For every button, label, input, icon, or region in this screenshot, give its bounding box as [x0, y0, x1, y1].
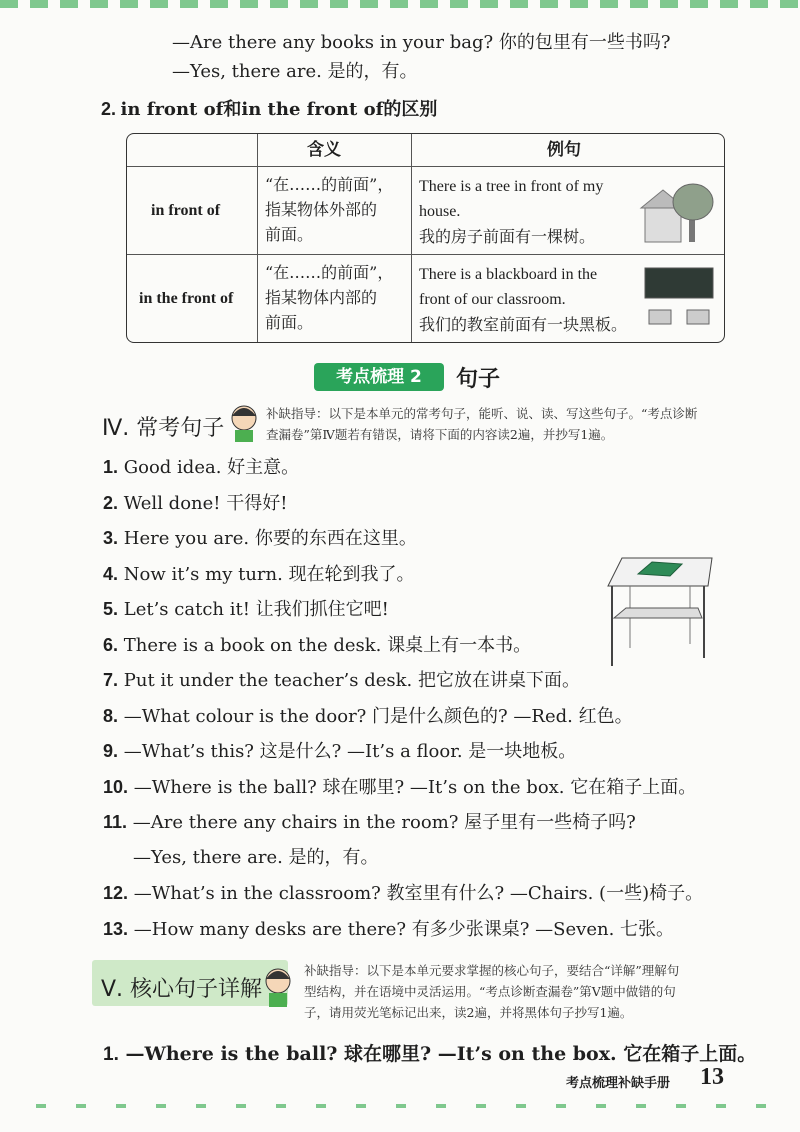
example-line: 我们的教室前面有一块黑板。 [419, 315, 628, 334]
item-text: Let’s catch it! 让我们抓住它吧! [123, 599, 389, 620]
meaning-line: 前面。 [265, 225, 314, 244]
meaning-line: 指某物体内部的 [265, 288, 378, 307]
note-line: 子，请用荧光笔标记出来，读2遍，并将黑体句子抄写1遍。 [304, 1005, 633, 1020]
item-text: —What colour is the door? 门是什么颜色的? —Red. 红色。 [123, 705, 633, 727]
item-text: —What’s in the classroom? 教室里有什么? —Chairs. (一些)椅子。 [133, 883, 704, 904]
item-text: Good idea. 好主意。 [123, 457, 300, 478]
note-line: 补缺指导：以下是本单元的常考句子，能听、说、读、写这些句子。“考点诊断 [266, 406, 698, 421]
sentence-list [103, 455, 703, 952]
item-number: 2. [103, 492, 119, 513]
table-divider [127, 166, 724, 167]
table-divider [127, 254, 724, 255]
meaning-line: 指某物体外部的 [265, 200, 378, 219]
meaning-line: “在……的前面”， [265, 175, 394, 194]
item-number: 3. [103, 528, 119, 548]
item-number: 8. [103, 705, 119, 726]
footer-label: 考点梳理补缺手册 [566, 1076, 671, 1091]
part5-title: Ⅴ. 核心句子详解 [101, 977, 263, 1002]
header-meaning: 含义 [307, 140, 341, 160]
table-row-term: in front of [151, 202, 221, 219]
item-number: 10. [103, 776, 129, 797]
item-number: 7. [103, 670, 119, 690]
example-line: There is a blackboard in the [419, 266, 598, 283]
list-item [103, 810, 703, 846]
list-item [103, 668, 703, 704]
section-tag-title: 句子 [456, 367, 501, 392]
part4-note [266, 403, 697, 445]
item-text: —How many desks are there? 有多少张课桌? —Seven. 七张。 [133, 918, 675, 940]
list-item [103, 739, 703, 775]
section-text: in front of和in the front of的区别 [120, 99, 438, 120]
bottom-decor-line [36, 1104, 766, 1108]
list-item [103, 775, 703, 811]
item-number: 1. [103, 457, 119, 477]
table-row-example [419, 174, 603, 249]
item-number: 12. [103, 883, 129, 903]
example-line: There is a tree in front of my [419, 178, 604, 195]
note-line: 型结构，并在语境中灵活运用。“考点诊断查漏卷”第Ⅴ题中做错的句 [304, 984, 676, 999]
table-row-meaning [265, 260, 393, 335]
item-number: 6. [103, 634, 119, 655]
item-text: Put it under the teacher’s desk. 把它放在讲桌下面。 [123, 670, 580, 691]
example-line: house. [419, 203, 461, 220]
page-number: 13 [700, 1064, 724, 1090]
item-number: 4. [103, 563, 119, 584]
list-item [103, 917, 703, 953]
item-text: There is a book on the desk. 课桌上有一本书。 [123, 634, 532, 656]
list-item [103, 881, 703, 917]
blackboard-illustration [641, 264, 717, 334]
note-line: 补缺指导：以下是本单元要求掌握的核心句子，要结合“详解”理解句 [304, 963, 680, 978]
section-number: 2. [101, 99, 117, 119]
item-number: 5. [103, 599, 119, 619]
list-item [103, 846, 703, 882]
item-text: Here you are. 你要的东西在这里。 [123, 528, 417, 549]
top-decor-line [0, 0, 800, 8]
section-title-front-of [101, 97, 437, 122]
comparison-table [126, 133, 725, 343]
item-number: 9. [103, 741, 119, 761]
note-line: 查漏卷”第Ⅳ题若有错误，请将下面的内容读2遍，并抄写1遍。 [266, 427, 614, 442]
section-tag-badge: 考点梳理 2 [314, 363, 444, 391]
list-item [103, 704, 703, 740]
item-text: —Where is the ball? 球在哪里? —It’s on the box. 它在箱子上面。 [125, 1043, 757, 1065]
example-line: front of our classroom. [419, 291, 566, 308]
header-example: 例句 [547, 140, 581, 160]
item-number: 11. [103, 812, 128, 832]
meaning-line: “在……的前面”， [265, 263, 394, 282]
girl-avatar-icon [260, 965, 296, 1007]
item-text: Well done! 干得好! [123, 492, 288, 514]
item-text: Now it’s my turn. 现在轮到我了。 [123, 563, 415, 585]
item-text: —Are there any chairs in the room? 屋子里有一些椅子吗? [132, 812, 636, 833]
item-number: 1. [103, 1044, 119, 1065]
tree-house-illustration [637, 176, 717, 246]
table-row-term: in the front of [139, 290, 234, 307]
meaning-line: 前面。 [265, 313, 314, 332]
table-row-example [419, 262, 627, 337]
desk-with-book-illustration [600, 552, 716, 670]
item-text: —Yes, there are. 是的，有。 [133, 846, 379, 868]
part4-title: Ⅳ. 常考句子 [102, 416, 225, 441]
example-line: 我的房子前面有一棵树。 [419, 227, 596, 246]
core-sentence [103, 1042, 756, 1067]
list-item [103, 491, 703, 527]
table-row-meaning [265, 172, 393, 247]
item-text: —Where is the ball? 球在哪里? —It’s on the box. 它在箱子上面。 [133, 776, 697, 798]
item-number: 13. [103, 918, 129, 939]
part5-note [304, 960, 679, 1023]
dialog-question: —Are there any books in your bag? 你的包里有一些书吗? [172, 32, 671, 53]
list-item [103, 455, 703, 491]
item-text: —What’s this? 这是什么? —It’s a floor. 是一块地板。 [123, 741, 577, 762]
girl-avatar-icon [226, 402, 262, 442]
dialog-answer: —Yes, there are. 是的，有。 [172, 61, 418, 82]
